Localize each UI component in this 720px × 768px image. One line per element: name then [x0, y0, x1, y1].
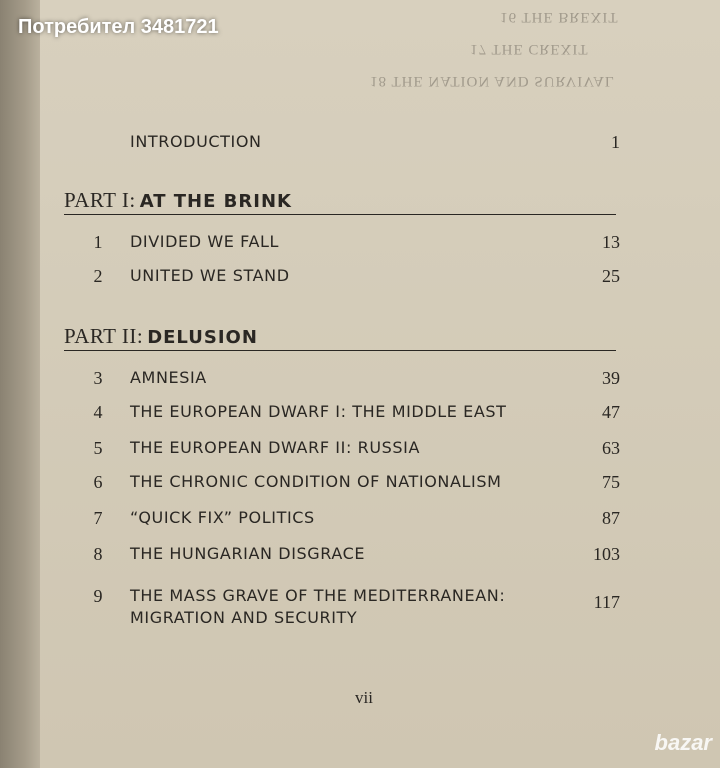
toc-entry [90, 364, 620, 394]
chapter-number: 9 [93, 586, 103, 606]
part-name: DELUSION [147, 327, 258, 348]
chapter-number: 1 [93, 232, 103, 252]
chapter-number: 7 [93, 508, 103, 528]
chapter-title: AMNESIA [130, 368, 207, 387]
chapter-page: 39 [602, 368, 620, 388]
chapter-number: 2 [93, 266, 103, 286]
chapter-title: THE EUROPEAN DWARF II: RUSSIA [130, 438, 421, 457]
part-heading-2 [64, 324, 616, 351]
part-label: PART I: [64, 188, 136, 212]
toc-entry [90, 434, 620, 464]
bleed-through-line: 16 THE BREXIT [500, 9, 619, 25]
chapter-page: 47 [602, 402, 620, 422]
chapter-title: THE CHRONIC CONDITION OF NATIONALISM [130, 472, 502, 491]
entry-title: INTRODUCTION [130, 132, 262, 151]
part-name: AT THE BRINK [139, 191, 292, 212]
bleed-through-line: 17 THE CREXIT [470, 41, 589, 57]
chapter-number: 8 [93, 544, 103, 564]
site-logo: bazar [654, 730, 712, 755]
toc-entry [90, 504, 620, 534]
user-watermark: Потребител 3481721 [18, 16, 219, 38]
entry-page: 1 [611, 132, 620, 152]
chapter-title: UNITED WE STAND [130, 266, 290, 285]
chapter-page: 117 [593, 592, 620, 612]
chapter-title-continued: MIGRATION AND SECURITY [130, 608, 358, 627]
chapter-page: 103 [593, 544, 620, 564]
chapter-title: THE MASS GRAVE OF THE MEDITERRANEAN: [130, 586, 506, 605]
toc-entry [90, 540, 620, 570]
part-label: PART II: [64, 324, 144, 348]
toc-entry [90, 398, 620, 428]
toc-entry [90, 228, 620, 258]
chapter-title: THE HUNGARIAN DISGRACE [130, 544, 366, 563]
chapter-number: 3 [93, 368, 103, 388]
toc-entry [90, 262, 620, 292]
chapter-number: 4 [93, 402, 103, 422]
chapter-page: 87 [602, 508, 620, 528]
chapter-page: 13 [602, 232, 620, 252]
toc-entry [90, 468, 620, 498]
chapter-number: 6 [93, 472, 103, 492]
chapter-number: 5 [93, 438, 103, 458]
toc-entry-introduction [90, 128, 620, 158]
chapter-page: 25 [602, 266, 620, 286]
part-heading-1 [64, 188, 616, 215]
toc-entry [90, 582, 620, 632]
bleed-through-line: 18 THE NATION AND SURVIVAL [370, 73, 616, 89]
page-folio: vii [355, 688, 373, 707]
chapter-title: DIVIDED WE FALL [130, 232, 280, 251]
chapter-title: “QUICK FIX” POLITICS [130, 508, 315, 527]
chapter-page: 75 [602, 472, 620, 492]
chapter-title: THE EUROPEAN DWARF I: THE MIDDLE EAST [130, 402, 507, 421]
chapter-page: 63 [602, 438, 620, 458]
